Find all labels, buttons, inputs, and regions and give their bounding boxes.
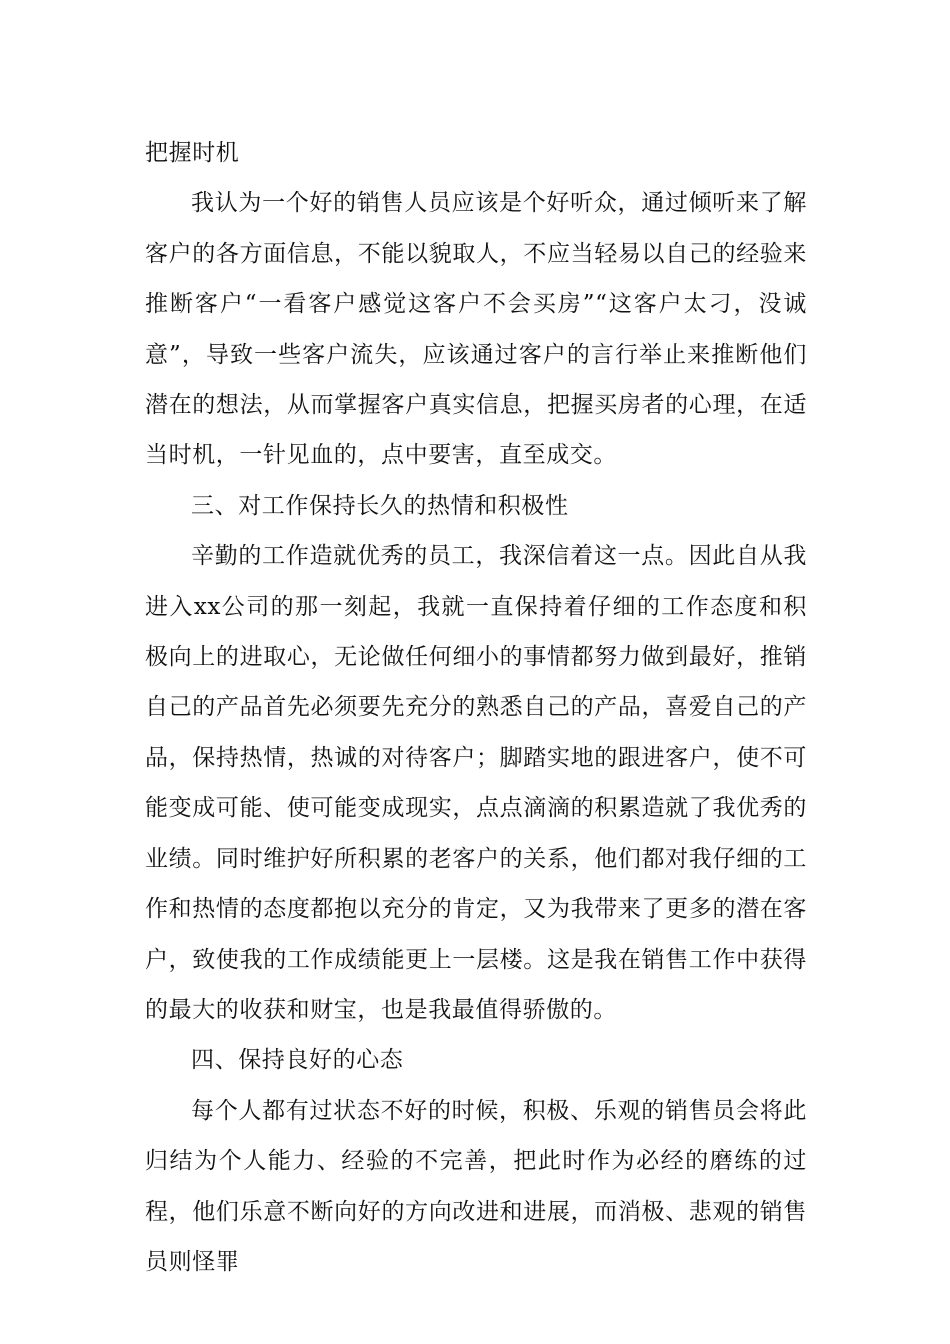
paragraph-intro-heading: 把握时机 xyxy=(145,140,240,166)
paragraph-listening: 我认为一个好的销售人员应该是个好听众，通过倾听来了解客户的各方面信息，不能以貌取人，不应当轻易以自己的经验来推断客户“一看客户感觉这客户不会买房”“这客户太刁，没诚意”，导致一些客户流失，应该通过客户的言行举止来推断他们潜在的想法，从而掌握客户真实信息，把握买房者的心理，在适当时机，一针见血的，点中要害，直至成交。 xyxy=(145,190,807,469)
paragraph-attitude: 每个人都有过状态不好的时候，积极、乐观的销售员会将此归结为个人能力、经验的不完善，把此时作为必经的磨练的过程，他们乐意不断向好的方向改进和进展，而消极、悲观的销售员则怪罪 xyxy=(145,1097,807,1275)
section-heading-attitude: 四、保持良好的心态 xyxy=(191,1047,404,1074)
section-heading-enthusiasm: 三、对工作保持长久的热情和积极性 xyxy=(191,492,569,519)
document-body xyxy=(145,128,807,1287)
paragraph-hard-work: 辛勤的工作造就优秀的员工，我深信着这一点。因此自从我进入xx公司的那一刻起，我就一直保持着仔细的工作态度和积极向上的进取心，无论做任何细小的事情都努力做到最好，推销自己的产品首先必须要先充分的熟悉自己的产品，喜爱自己的产品，保持热情，热诚的对待客户；脚踏实地的跟进客户，使不可能变成可能、使可能变成现实，点点滴滴的积累造就了我优秀的业绩。同时维护好所积累的老客户的关系，他们都对我仔细的工作和热情的态度都抱以充分的肯定，又为我带来了更多的潜在客户，致使我的工作成绩能更上一层楼。这是我在销售工作中获得的最大的收获和财宝，也是我最值得骄傲的。 xyxy=(145,543,807,1023)
